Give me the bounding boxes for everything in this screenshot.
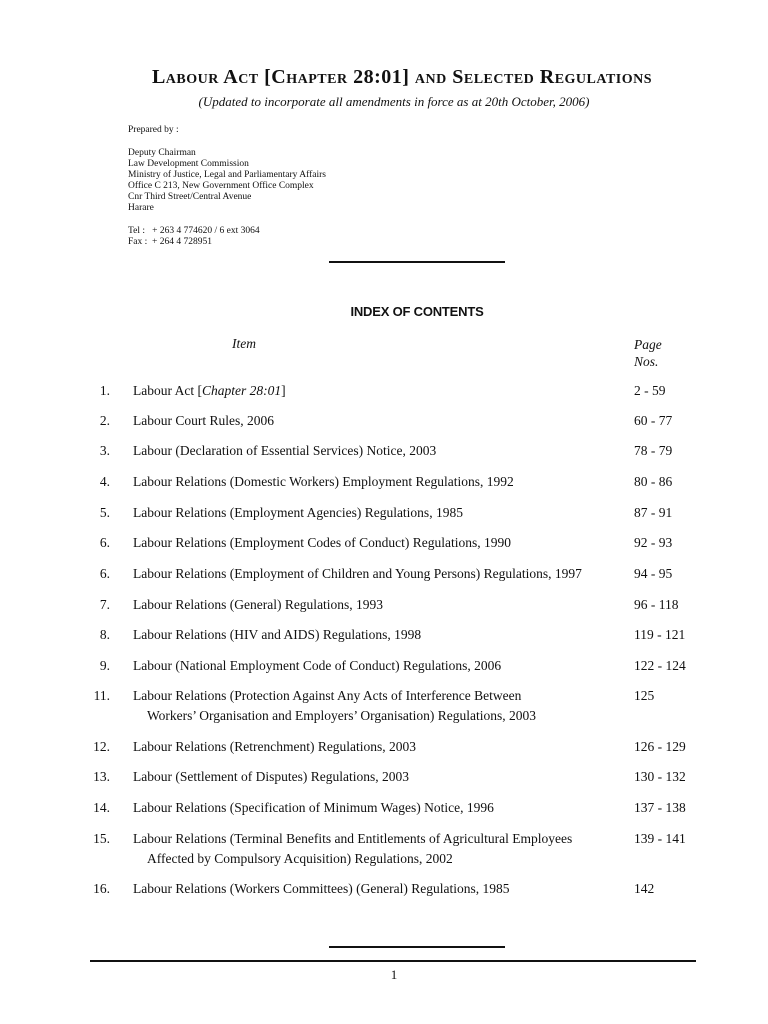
row-number: 16. [93,881,110,896]
row-number: 1. [99,383,110,398]
row-title: Labour Relations (HIV and AIDS) Regulations, 1998 [133,627,422,642]
row-number: 4. [99,474,110,489]
row-number: 6. [99,566,110,581]
row-pages: 80 - 86 [634,474,673,489]
row-title: Labour (Declaration of Essential Services) Notice, 2003 [133,443,437,458]
row-title: Labour Relations (Employment of Children and Young Persons) Regulations, 1997 [133,566,582,581]
row-title: Labour Court Rules, 2006 [133,413,274,428]
row-title: Labour Relations (General) Regulations, 1993 [133,597,384,612]
row-pages: 94 - 95 [634,566,673,581]
row-pages: 142 [634,881,655,896]
index-heading: INDEX OF CONTENTS [350,304,484,319]
footer-rule [90,960,696,962]
row-number: 15. [93,831,110,846]
page-number: 1 [390,967,398,982]
address-line: Office C 213, New Government Office Complex [128,181,314,191]
document-subtitle: (Updated to incorporate all amendments in force as at 20th October, 2006) [198,94,590,109]
row-number: 12. [93,739,110,754]
row-pages: 139 - 141 [634,831,686,846]
row-pages: 125 [634,688,655,703]
row-title: Labour Relations (Workers Committees) (General) Regulations, 1985 [133,881,510,896]
item-column-header: Item [232,336,256,351]
row-pages: 137 - 138 [634,800,686,815]
row-pages: 78 - 79 [634,443,673,458]
contact-block [128,226,260,248]
row-pages: 2 - 59 [634,383,666,398]
row-title: Labour Relations (Specification of Minimum Wages) Notice, 1996 [133,800,494,815]
fax: Fax : + 264 4 728951 [128,237,212,247]
row-number: 6. [99,535,110,550]
row-pages: 92 - 93 [634,535,673,550]
row-number: 8. [99,627,110,642]
row-pages: 126 - 129 [634,739,686,754]
telephone: Tel : + 263 4 774620 / 6 ext 3064 [128,226,260,236]
prepared-by-label: Prepared by : [128,125,179,135]
row-number: 3. [99,443,110,458]
row-number: 7. [99,597,110,612]
row-number: 14. [93,800,110,815]
row-title: Labour Relations (Protection Against Any Acts of Interference Between Workers’ Organisation and Employers’ Organisation) Regulations, 2003 [133,688,536,723]
address-line: Harare [128,203,154,213]
row-title: Labour Relations (Employment Codes of Conduct) Regulations, 1990 [133,535,511,550]
row-pages: 119 - 121 [634,627,686,642]
row-number: 2. [99,413,110,428]
bottom-divider [329,946,505,948]
row-title: Labour Act [Chapter 28:01] [133,383,286,398]
address-line: Law Development Commission [128,159,249,169]
row-pages: 87 - 91 [634,505,673,520]
row-title: Labour Relations (Terminal Benefits and Entitlements of Agricultural Employees Affected by Compulsory Acquisition) Regulations, 2002 [133,831,573,866]
row-title: Labour Relations (Retrenchment) Regulations, 2003 [133,739,417,754]
row-title: Labour (National Employment Code of Conduct) Regulations, 2006 [133,658,502,673]
row-number: 5. [99,505,110,520]
address-line: Ministry of Justice, Legal and Parliamentary Affairs [128,170,326,180]
address-line: Cnr Third Street/Central Avenue [128,192,252,202]
row-number: 9. [99,658,110,673]
row-number: 13. [93,769,110,784]
document-title: Labour Act [Chapter 28:01] and Selected Regulations [151,66,653,88]
row-pages: 60 - 77 [634,413,673,428]
row-pages: 122 - 124 [634,658,686,673]
address-block [128,148,326,214]
row-title: Labour Relations (Employment Agencies) Regulations, 1985 [133,505,463,520]
page-header-line: Nos. [634,354,659,369]
page-header-line: Page [634,337,662,352]
row-title: Labour (Settlement of Disputes) Regulations, 2003 [133,769,409,784]
row-number: 11. [93,688,110,703]
row-pages: 96 - 118 [634,597,679,612]
address-line: Deputy Chairman [128,148,196,158]
row-pages: 130 - 132 [634,769,686,784]
top-divider [329,261,505,263]
page-column-header [634,336,662,370]
row-title: Labour Relations (Domestic Workers) Employment Regulations, 1992 [133,474,514,489]
